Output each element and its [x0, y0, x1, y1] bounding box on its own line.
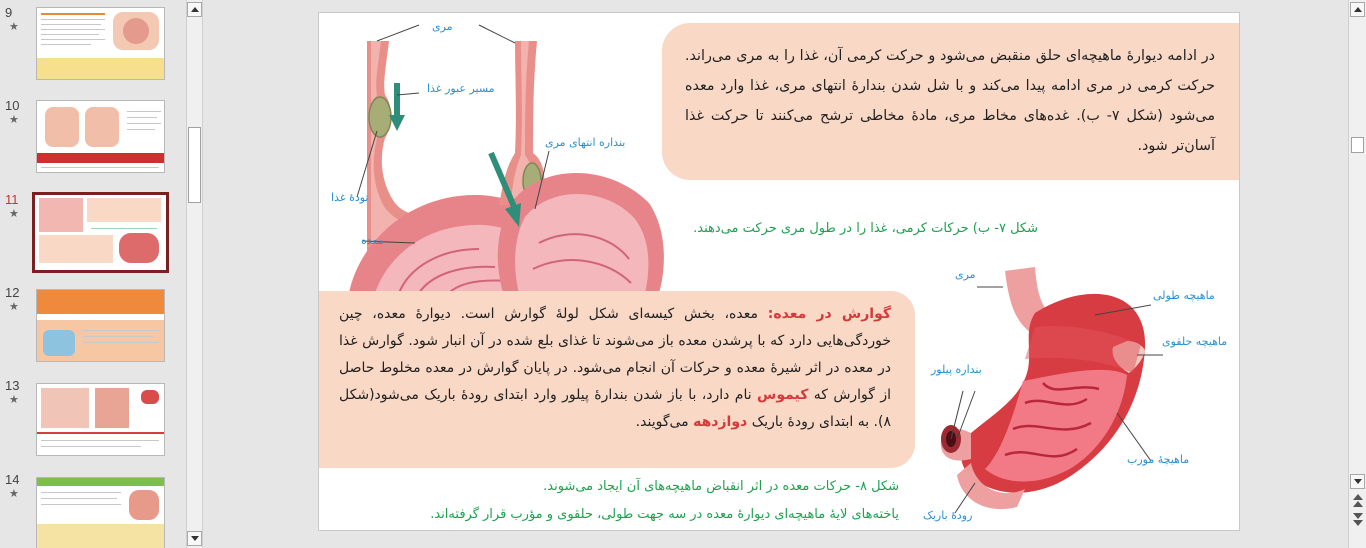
label-small-intestine: رودهٔ باریک: [923, 509, 973, 522]
term-duodenum: دوازدهه: [693, 414, 748, 430]
arrow-up-icon: [1354, 7, 1362, 13]
thumbnail-scrollbar[interactable]: [186, 0, 203, 548]
scroll-down-button[interactable]: [187, 531, 202, 546]
peristalsis-illustration: [319, 13, 669, 293]
stomach-anatomy-illustration: [915, 263, 1240, 531]
scroll-down-button[interactable]: [1350, 474, 1365, 489]
label-esophagus-fig8: مری: [955, 268, 976, 281]
label-pyloric-sphincter: بنداره پیلور: [931, 363, 982, 376]
label-food-bolus: تودهٔ غذا: [331, 191, 369, 204]
slide-thumbnail-selected[interactable]: [32, 192, 169, 273]
arrow-down-icon: [191, 536, 199, 542]
paragraph-text: معده، بخش کیسه‌ای شکل لولهٔ گوارش است. دیوارهٔ معده، چین خوردگی‌هایی دارد که با پرشدن معده باز می‌شوند تا غذای بلع شده در آن انبار شود. گوارش غذا در معده در اثر شیرهٔ معده و حرکات آن انجام می‌شود. در پایان گوارش در معده مخلوط حاصل از گوارش که: [339, 306, 891, 403]
double-arrow-up-icon: [1351, 492, 1365, 510]
slide-number: 12: [5, 285, 20, 300]
next-slide-button[interactable]: [1351, 510, 1365, 528]
slide-number: 9: [5, 5, 13, 20]
term-chyme: کیموس: [757, 387, 809, 403]
slide-thumbnail-entry[interactable]: [0, 472, 186, 548]
label-stomach: معده: [361, 234, 384, 247]
animation-star-icon: ★: [9, 393, 19, 406]
scroll-up-button[interactable]: [1350, 2, 1365, 17]
slide-thumbnail[interactable]: [36, 477, 165, 548]
slide-number: 10: [5, 98, 20, 113]
paragraph-stomach-digestion: [339, 301, 891, 436]
label-longitudinal-muscle: ماهیچه طولی: [1153, 289, 1215, 302]
label-circular-muscle: ماهیچه حلقوی: [1162, 335, 1228, 348]
animation-star-icon: ★: [9, 300, 19, 313]
arrow-down-icon: [1354, 479, 1362, 485]
scrollbar-thumb[interactable]: [1351, 137, 1364, 153]
slide-canvas[interactable]: [318, 12, 1240, 531]
slide-editor: [204, 0, 1347, 548]
slide-thumbnail-entry[interactable]: [0, 98, 186, 188]
editor-scrollbar[interactable]: [1348, 0, 1366, 548]
figure-7b-caption: شکل ۷- ب) حرکات کرمی، غذا را در طول مری حرکت می‌دهند.: [693, 221, 1038, 236]
label-lower-esophageal-sphincter: بنداره انتهای مری: [545, 136, 626, 149]
slide-thumbnail-entry[interactable]: [0, 5, 186, 95]
previous-slide-button[interactable]: [1351, 492, 1365, 510]
paragraph-text: می‌گویند.: [635, 414, 694, 430]
figure-8-caption-line2: یاخته‌های لایهٔ ماهیچه‌ای دیوارهٔ معده در سه جهت طولی، حلقوی و مؤرب قرار گرفته‌اند.: [430, 507, 899, 522]
slide-number: 11: [5, 192, 19, 207]
heading-stomach-digestion: گوارش در معده:: [767, 306, 892, 322]
paragraph-peristalsis: در ادامه دیوارهٔ ماهیچه‌ای حلق منقبض می‌شود و حرکت کرمی آن، غذا را به مری می‌راند. حرکت کرمی در مری ادامه پیدا می‌کند و با شل شدن بندارهٔ انتهای مری، غذا وارد معده می‌شود (شکل ۷- ب). غده‌های مخاط مری، مادهٔ مخاطی ترشح می‌کنند تا حرکت غذا آسان‌تر شود.: [685, 48, 1215, 154]
slide-thumbnail[interactable]: [36, 383, 165, 456]
animation-star-icon: ★: [9, 113, 19, 126]
slide-thumbnail[interactable]: [36, 100, 165, 173]
paragraph-text: نام دارد، با باز شدن بندارهٔ پیلور وارد ابتدای رودهٔ باریک می‌شود(شکل ۸). به ابتدای رودهٔ باریک: [339, 387, 891, 430]
label-oblique-muscle: ماهیچهٔ مورب: [1127, 453, 1190, 466]
label-esophagus: مری: [432, 20, 453, 33]
arrow-up-icon: [191, 7, 199, 13]
slide-thumbnail[interactable]: [36, 289, 165, 362]
label-food-path: مسیر عبور غذا: [427, 82, 495, 95]
slide-thumbnail-pane: [0, 0, 186, 548]
animation-star-icon: ★: [9, 487, 19, 500]
scroll-up-button[interactable]: [187, 2, 202, 17]
slide-thumbnail-entry[interactable]: [0, 285, 186, 375]
double-arrow-down-icon: [1351, 510, 1365, 528]
slide-thumbnail-entry[interactable]: [0, 192, 186, 282]
slide-thumbnail-entry[interactable]: [0, 378, 186, 468]
animation-star-icon: ★: [9, 207, 19, 220]
slide-thumbnail[interactable]: [36, 7, 165, 80]
slide-number: 14: [5, 472, 20, 487]
figure-8-caption-line1: شکل ۸- حرکات معده در اثر انقباض ماهیچه‌های آن ایجاد می‌شوند.: [543, 479, 899, 494]
scrollbar-thumb[interactable]: [188, 127, 201, 203]
animation-star-icon: ★: [9, 20, 19, 33]
slide-number: 13: [5, 378, 20, 393]
